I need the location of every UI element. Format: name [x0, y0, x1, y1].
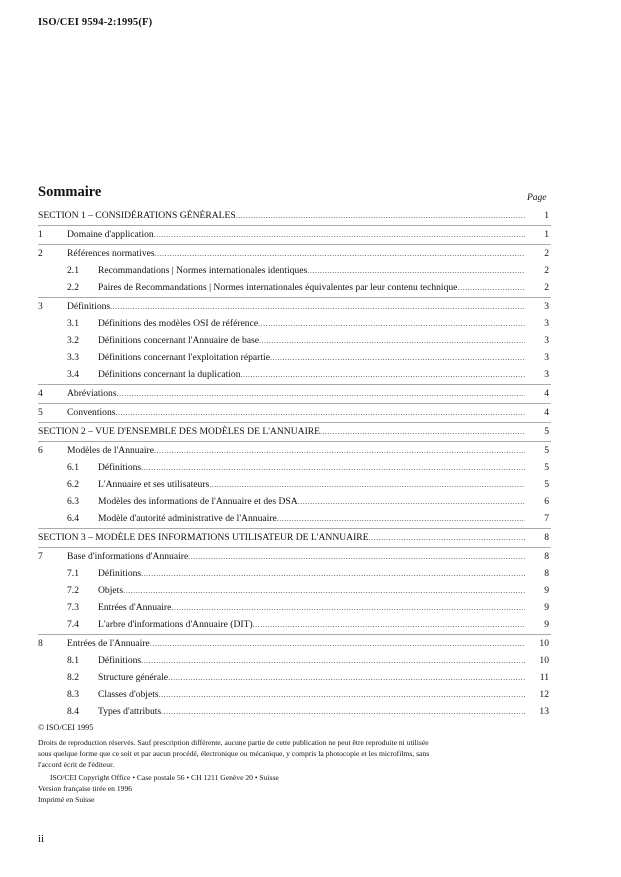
toc-entry-number: 8.4	[67, 706, 79, 717]
toc-entry-title: Définitions	[98, 655, 142, 666]
toc-entry-number: 7.4	[67, 619, 79, 630]
dot-leader	[117, 386, 525, 402]
dot-leader	[168, 670, 525, 686]
toc-entry-number: 8.3	[67, 689, 79, 700]
table-of-contents	[38, 208, 551, 721]
toc-entry	[38, 227, 551, 244]
toc-entry-line	[38, 530, 525, 546]
toc-entry-number: 3.1	[67, 318, 79, 329]
toc-entry-number: 7.2	[67, 585, 79, 596]
toc-entry-title: SECTION 3 – MODÈLE DES INFORMATIONS UTILISATEUR DE L'ANNUAIRE	[38, 532, 369, 543]
dot-leader	[141, 653, 525, 669]
copyright-rights: Droits de reproduction réservés. Sauf prescription différente, aucune partie de cette publication ne peut être reproduite ni utilisée sous quelque forme que ce soit et par aucun procédé, électronique ou mécanique, y compris la photocopie et les microfilms, sans l'accord écrit de l'éditeur.	[38, 738, 430, 769]
dot-leader	[236, 208, 525, 224]
toc-entry-page: 9	[544, 585, 549, 596]
toc-entry-line	[98, 280, 525, 296]
toc-entry-number: 3.4	[67, 369, 79, 380]
toc-entry	[38, 333, 551, 350]
toc-entry-line	[98, 316, 525, 332]
dot-leader	[253, 617, 525, 633]
toc-entry-number: 3.2	[67, 335, 79, 346]
toc-entry-page: 4	[544, 407, 549, 418]
toc-entry-page: 12	[539, 689, 549, 700]
toc-entry-number: 1	[38, 229, 43, 240]
dot-leader	[369, 530, 525, 546]
toc-entry-page: 5	[544, 462, 549, 473]
toc-entry	[38, 494, 551, 511]
toc-entry	[38, 316, 551, 333]
copyright-address: ISO/CEI Copyright Office • Case postale 56 • CH 1211 Genève 20 • Suisse	[50, 773, 279, 782]
toc-entry-number: 7.1	[67, 568, 79, 579]
dot-leader	[320, 424, 525, 440]
dot-leader	[188, 549, 525, 565]
dot-leader	[154, 443, 525, 459]
dot-leader	[209, 477, 525, 493]
dot-leader	[298, 494, 525, 510]
toc-entry-title: Objets	[98, 585, 124, 596]
toc-entry-number: 2.1	[67, 265, 79, 276]
toc-entry-page: 8	[544, 532, 549, 543]
toc-entry-line	[98, 670, 525, 686]
copyright-version: Version française tirée en 1996	[38, 784, 133, 793]
toc-entry-page: 5	[544, 445, 549, 456]
toc-entry	[38, 617, 551, 634]
dot-leader	[307, 263, 525, 279]
toc-entry-line	[38, 424, 525, 440]
dot-leader	[141, 460, 525, 476]
dot-leader	[141, 566, 525, 582]
toc-entry-number: 5	[38, 407, 43, 418]
toc-entry-title: L'arbre d'informations d'Annuaire (DIT)	[98, 619, 253, 630]
toc-entry-line	[67, 549, 525, 565]
toc-entry-number: 8.1	[67, 655, 79, 666]
toc-entry-line	[38, 208, 525, 224]
toc-entry	[38, 367, 551, 384]
toc-entry-page: 5	[544, 426, 549, 437]
toc-entry-title: Modèles des informations de l'Annuaire et des DSA	[98, 496, 298, 507]
toc-entry	[38, 566, 551, 583]
dot-leader	[154, 227, 525, 243]
toc-entry-line	[67, 227, 525, 243]
copyright-notice	[38, 722, 438, 805]
toc-entry-title: Types d'attributs	[98, 706, 162, 717]
toc-entry-title: Abréviations	[67, 388, 117, 399]
dot-leader	[270, 350, 525, 366]
toc-entry-line	[98, 704, 525, 720]
toc-entry-title: Modèle d'autorité administrative de l'Annuaire	[98, 513, 277, 524]
toc-entry-title: Structure générale	[98, 672, 169, 683]
toc-entry	[38, 280, 551, 297]
toc-entry-line	[98, 511, 525, 527]
toc-entry	[38, 600, 551, 617]
toc-entry-line	[98, 460, 525, 476]
toc-entry-page: 3	[544, 301, 549, 312]
toc-entry-title: Définitions concernant l'exploitation répartie	[98, 352, 270, 363]
toc-entry-page: 5	[544, 479, 549, 490]
page-column-label: Page	[527, 193, 547, 203]
toc-entry-number: 8.2	[67, 672, 79, 683]
toc-entry-page: 10	[539, 655, 549, 666]
toc-entry-page: 1	[544, 229, 549, 240]
toc-entry-page: 11	[539, 672, 549, 683]
toc-entry-number: 4	[38, 388, 43, 399]
toc-entry	[38, 350, 551, 367]
toc-entry-line	[67, 299, 525, 315]
toc-entry-title: Définitions concernant la duplication	[98, 369, 241, 380]
toc-entry-number: 8	[38, 638, 43, 649]
toc-entry-line	[98, 653, 525, 669]
toc-entry-title: Définitions des modèles OSI de référence	[98, 318, 259, 329]
toc-section-entry	[38, 208, 551, 225]
toc-entry-line	[98, 617, 525, 633]
toc-entry-number: 2.2	[67, 282, 79, 293]
toc-entry-line	[98, 367, 525, 383]
toc-entry-number: 6.2	[67, 479, 79, 490]
dot-leader	[150, 636, 525, 652]
toc-entry-line	[67, 405, 525, 421]
toc-entry-number: 6	[38, 445, 43, 456]
dot-leader	[277, 511, 525, 527]
toc-entry-page: 9	[544, 602, 549, 613]
toc-entry-line	[67, 386, 525, 402]
document-header: ISO/CEI 9594-2:1995(F)	[38, 17, 153, 28]
toc-entry-line	[98, 566, 525, 582]
toc-entry	[38, 549, 551, 566]
toc-entry-title: Paires de Recommandations | Normes internationales équivalentes par leur contenu technique	[98, 282, 458, 293]
toc-entry	[38, 443, 551, 460]
copyright-printed: Imprimé en Suisse	[38, 795, 95, 804]
dot-leader	[110, 299, 525, 315]
toc-section-entry	[38, 424, 551, 441]
toc-entry-line	[67, 443, 525, 459]
toc-entry-page: 6	[544, 496, 549, 507]
toc-entry-number: 3.3	[67, 352, 79, 363]
dot-leader	[171, 600, 525, 616]
dot-leader	[457, 280, 525, 296]
toc-entry-page: 3	[544, 369, 549, 380]
toc-entry-line	[98, 687, 525, 703]
toc-entry	[38, 299, 551, 316]
toc-entry-page: 10	[539, 638, 549, 649]
toc-entry-page: 3	[544, 335, 549, 346]
toc-entry-line	[98, 600, 525, 616]
dot-leader	[123, 583, 525, 599]
toc-entry-page: 2	[544, 282, 549, 293]
toc-entry-line	[67, 636, 525, 652]
toc-entry-line	[67, 246, 525, 262]
toc-entry	[38, 246, 551, 263]
toc-entry-title: Classes d'objets	[98, 689, 159, 700]
toc-entry	[38, 386, 551, 403]
toc-entry	[38, 583, 551, 600]
dot-leader	[116, 405, 525, 421]
toc-entry	[38, 636, 551, 653]
toc-entry-number: 7.3	[67, 602, 79, 613]
dot-leader	[241, 367, 525, 383]
toc-entry-title: Modèles de l'Annuaire	[67, 445, 154, 456]
toc-entry-line	[98, 333, 525, 349]
toc-entry-title: Entrées de l'Annuaire	[67, 638, 150, 649]
toc-entry-title: Recommandations | Normes internationales identiques	[98, 265, 308, 276]
toc-entry	[38, 653, 551, 670]
toc-entry-line	[98, 350, 525, 366]
toc-section-entry	[38, 530, 551, 547]
toc-entry-page: 9	[544, 619, 549, 630]
toc-entry-line	[98, 494, 525, 510]
toc-entry	[38, 704, 551, 721]
toc-entry-page: 3	[544, 318, 549, 329]
toc-entry-page: 7	[544, 513, 549, 524]
toc-entry	[38, 670, 551, 687]
toc-entry	[38, 460, 551, 477]
toc-entry-line	[98, 477, 525, 493]
copyright-title: © ISO/CEI 1995	[38, 723, 94, 732]
toc-entry	[38, 263, 551, 280]
dot-leader	[155, 246, 525, 262]
toc-entry-number: 7	[38, 551, 43, 562]
toc-entry-title: Domaine d'application	[67, 229, 154, 240]
toc-entry-title: Références normatives	[67, 248, 155, 259]
toc-entry-number: 3	[38, 301, 43, 312]
toc-entry-page: 4	[544, 388, 549, 399]
dot-leader	[159, 687, 525, 703]
toc-entry-title: Définitions	[67, 301, 111, 312]
toc-entry	[38, 511, 551, 528]
toc-entry-page: 8	[544, 551, 549, 562]
toc-entry-number: 2	[38, 248, 43, 259]
dot-leader	[259, 333, 525, 349]
toc-entry-title: Entrées d'Annuaire	[98, 602, 172, 613]
toc-entry-page: 8	[544, 568, 549, 579]
toc-entry-number: 6.3	[67, 496, 79, 507]
toc-entry	[38, 687, 551, 704]
toc-entry-title: SECTION 2 – VUE D'ENSEMBLE DES MODÈLES DE L'ANNUAIRE	[38, 426, 321, 437]
toc-entry-title: L'Annuaire et ses utilisateurs	[98, 479, 210, 490]
toc-entry-number: 6.1	[67, 462, 79, 473]
toc-entry	[38, 405, 551, 422]
toc-entry-title: Base d'informations d'Annuaire	[67, 551, 189, 562]
toc-entry-number: 6.4	[67, 513, 79, 524]
toc-entry-page: 2	[544, 248, 549, 259]
toc-entry-title: Définitions	[98, 568, 142, 579]
toc-entry-title: Définitions concernant l'Annuaire de base	[98, 335, 260, 346]
toc-entry-title: SECTION 1 – CONSIDÉRATIONS GÉNÉRALES	[38, 210, 236, 221]
toc-entry-line	[98, 263, 525, 279]
toc-entry	[38, 477, 551, 494]
toc-entry-title: Définitions	[98, 462, 142, 473]
toc-entry-title: Conventions	[67, 407, 116, 418]
toc-entry-page: 2	[544, 265, 549, 276]
dot-leader	[258, 316, 525, 332]
toc-entry-page: 13	[539, 706, 549, 717]
toc-entry-page: 3	[544, 352, 549, 363]
toc-entry-line	[98, 583, 525, 599]
page-title: Sommaire	[38, 184, 102, 200]
toc-entry-page: 1	[544, 210, 549, 221]
page-folio: ii	[38, 833, 45, 845]
dot-leader	[161, 704, 525, 720]
